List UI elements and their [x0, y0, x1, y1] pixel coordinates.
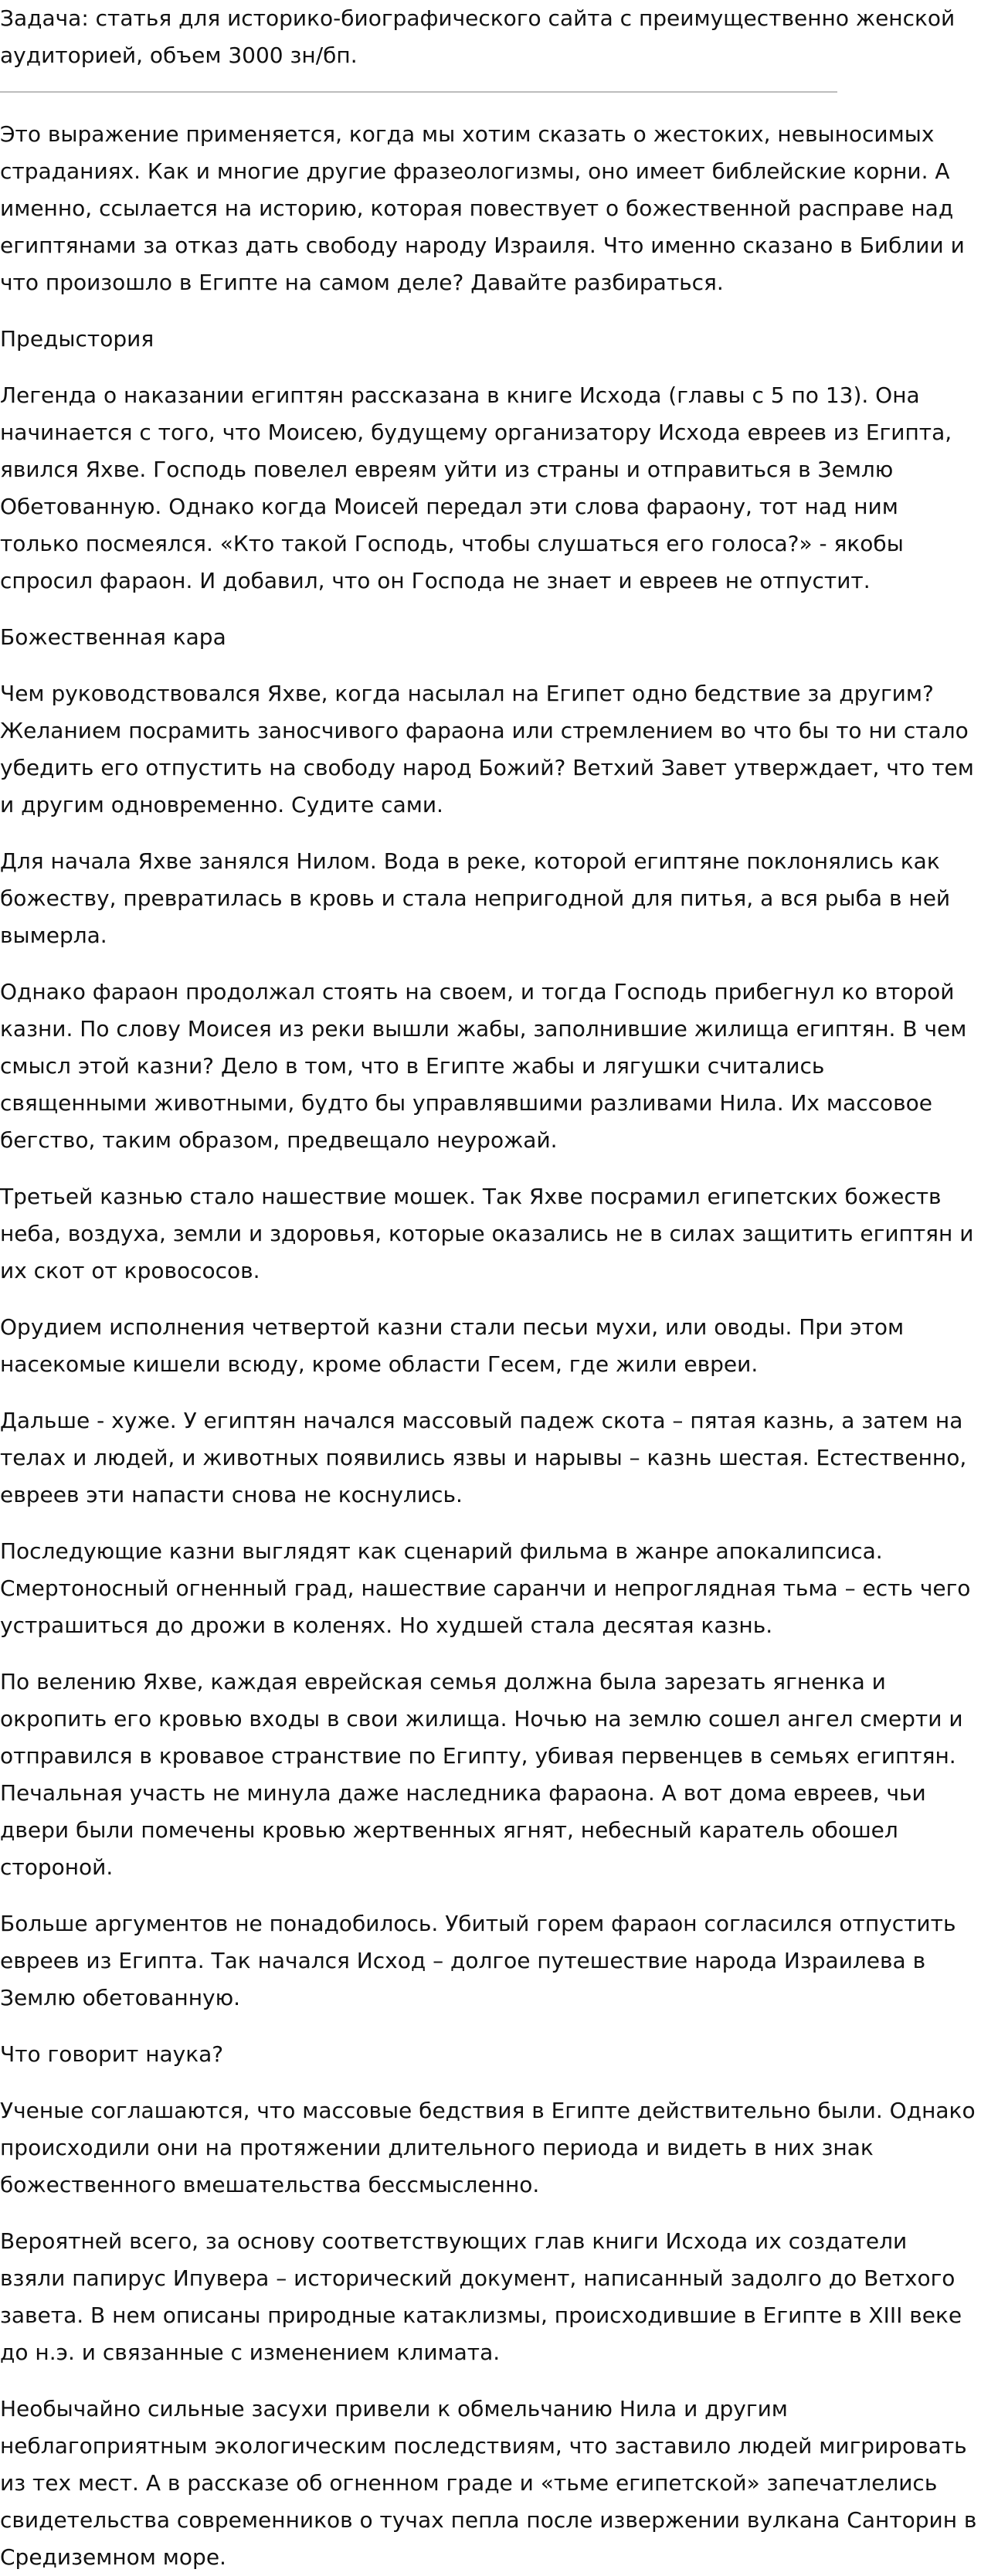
paragraph-science-1: Ученые соглашаются, что массовые бедствия в Египте действительно были. Однако происходили они на протяжении длительного периода и видеть в них знак божественного вмешательства бессмысленно.: [0, 2098, 976, 2197]
heading-science: Что говорит наука?: [0, 2041, 224, 2067]
paragraph-exodus: Больше аргументов не понадобилось. Убитый горем фараон согласился отпустить евреев из Египта. Так начался Исход – долгое путешествие народа Израилева в Землю обетованную.: [0, 1911, 956, 2010]
divider: [0, 91, 837, 93]
task-description: Задача: статья для историко-биографического сайта с преимущественно женской аудиторией, объем 3000 зн/бп.: [0, 5, 956, 68]
paragraph-motive: Чем руководствовался Яхве, когда насылал на Египет одно бедствие за другим? Желанием посрамить заносчивого фараона или стремлением во что бы то ни стало убедить его отпустить на свободу народ Божий? Ветхий Завет утверждает, что тем и другим одновременно. Судите сами.: [0, 681, 974, 817]
heading-prehistory: Предыстория: [0, 326, 154, 352]
paragraph-intro: Это выражение применяется, когда мы хотим сказать о жестоких, невыносимых страданиях. Как и многие другие фразеологизмы, оно имеет библейские корни. А именно, ссылается на историю, которая повествует о божественной расправе над египтянами за отказ дать свободу народу Израиля. Что именно сказано в Библии и что произошло в Египте на самом деле? Давайте разбираться.: [0, 121, 965, 295]
paragraph-legend: Легенда о наказании египтян рассказана в книге Исхода (главы с 5 по 13). Она начинается с того, что Моисею, будущему организатору Исхода евреев из Египта, явился Яхве. Господь повелел евреям уйти из страны и отправиться в Землю Обетованную. Однако когда Моисей передал эти слова фараону, тот над ним только посмеялся. «Кто такой Господь, чтобы слушаться его голоса?» - якобы спросил фараон. И добавил, что он Господа не знает и евреев не отпустит.: [0, 382, 952, 593]
paragraph-plague-3: Третьей казнью стало нашествие мошек. Так Яхве посрамил египетских божеств неба, воздуха, земли и здоровья, которые оказались не в силах защитить египтян и их скот от кровососов.: [0, 1184, 974, 1283]
paragraph-science-2: Вероятней всего, за основу соответствующих глав книги Исхода их создатели взяли папирус Ипувера – исторический документ, написанный задолго до Ветхого завета. В нем описаны природные катаклизмы, происходившие в Египте в XIII веке до н.э. и связанные с изменением климата.: [0, 2228, 962, 2365]
paragraph-plague-7-9: Последующие казни выглядят как сценарий фильма в жанре апокалипсиса. Смертоносный огненный град, нашествие саранчи и непроглядная тьма – есть чего устрашиться до дрожи в коленях. Но худшей стала десятая казнь.: [0, 1538, 971, 1638]
paragraph-plague-10: По велению Яхве, каждая еврейская семья должна была зарезать ягненка и окропить его кровью входы в свои жилища. Ночью на землю сошел ангел смерти и отправился в кровавое странствие по Египту, убивая первенцев в семьях египтян. Печальная участь не минула даже наследника фараона. А вот дома евреев, чьи двери были помечены кровью жертвенных ягнят, небесный каратель обошел стороной.: [0, 1669, 963, 1880]
paragraph-plague-5-6: Дальше - хуже. У египтян начался массовый падеж скота – пятая казнь, а затем на телах и людей, и животных появились язвы и нарывы – казнь шестая. Естественно, евреев эти напасти снова не коснулись.: [0, 1408, 967, 1507]
paragraph-plague-2: Однако фараон продолжал стоять на своем, и тогда Господь прибегнул ко второй казни. По слову Моисея из реки вышли жабы, заполнившие жилища египтян. В чем смысл этой казни? Дело в том, что в Египте жабы и лягушки считались священными животными, будто бы управлявшими разливами Нила. Их массовое бегство, таким образом, предвещало неурожай.: [0, 979, 967, 1153]
paragraph-plague-4: Орудием исполнения четвертой казни стали песьи мухи, или оводы. При этом насекомые кишели всюду, кроме области Гесем, где жили евреи.: [0, 1314, 905, 1377]
heading-divine-punishment: Божественная кара: [0, 624, 226, 650]
paragraph-plague-1: Для начала Яхве занялся Нилом. Вода в реке, которой египтяне поклонялись как божеству, превратилась в кровь и стала непригодной для питья, а вся рыба в ней вымерла.: [0, 848, 951, 948]
paragraph-science-3: Необычайно сильные засухи привели к обмельчанию Нила и другим неблагоприятным экологическим последствиям, что заставило людей мигрировать из тех мест. А в рассказе об огненном граде и «тьме египетской» запечатлелись свидетельства современников о тучах пепла после извержении вулкана Санторин в Средиземном море.: [0, 2396, 977, 2570]
